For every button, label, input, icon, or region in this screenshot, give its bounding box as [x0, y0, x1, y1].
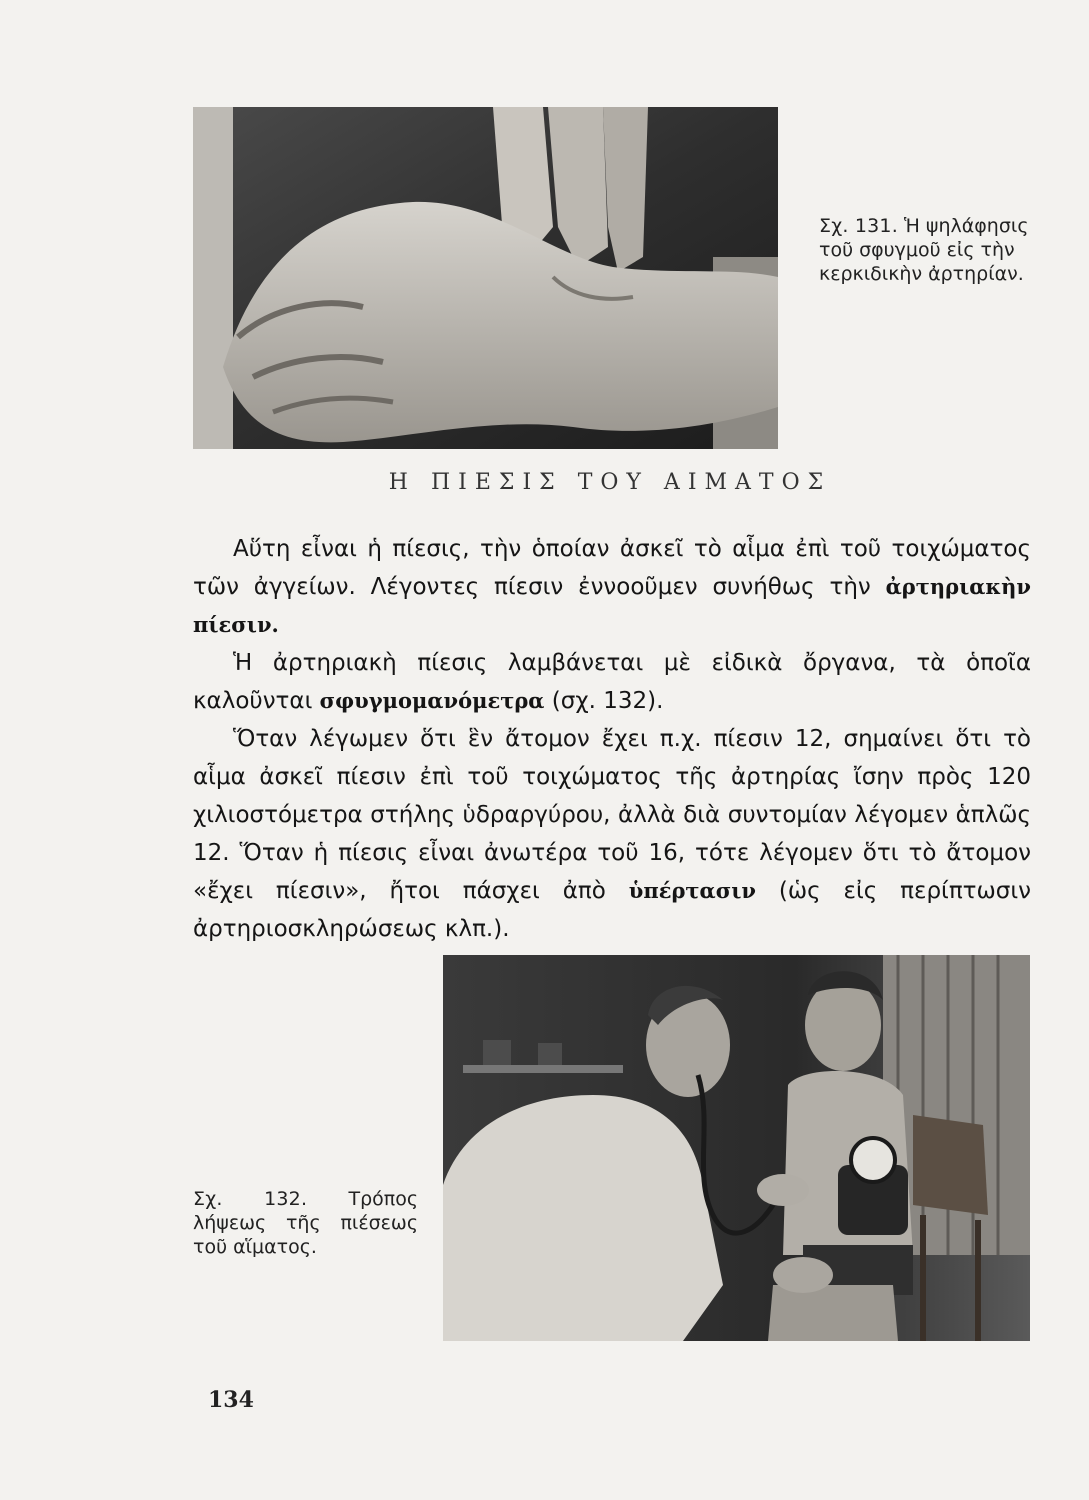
wrist-pulse-illustration: [193, 107, 778, 449]
figure-131-label: Σχ. 131.: [819, 215, 898, 237]
figure-132-caption-text: Τρόπος λήψεως τῆς πιέσεως τοῦ αἵματος.: [193, 1188, 418, 1258]
page-number: 134: [208, 1387, 254, 1413]
bold-term-sphygmomanometer: σφυγμομανόμετρα: [319, 688, 545, 713]
paragraph-2-tail: (σχ. 132).: [544, 688, 664, 714]
figure-131-caption-text: Ἡ ψηλάφησις τοῦ σφυγμοῦ εἰς τὴν κερκιδικὴν ἀρτηρίαν.: [819, 215, 1029, 285]
paragraph-3-text: Ὅταν λέγωμεν ὅτι ἓν ἄτομον ἔχει π.χ. πίεσιν 12, σημαίνει ὅτι τὸ αἷμα ἀσκεῖ πίεσιν ἐπὶ τοῦ τοιχώματος τῆς ἀρτηρίας ἴσην πρὸς 120 χιλιοστόμετρα στήλης ὑδραργύρου, ἀλλὰ διὰ συντομίαν λέγομεν ἁπλῶς 12. Ὅταν ἡ πίεσις εἶναι ἀνωτέρα τοῦ 16, τότε λέγομεν ὅτι τὸ ἄτομον «ἔχει πίεσιν», ἤτοι πάσχει ἀπὸ: [193, 726, 1031, 904]
paragraph-3: [193, 720, 1031, 948]
figure-132-photo: [443, 955, 1030, 1341]
paragraph-1: [193, 530, 1031, 644]
section-heading: Η ΠΙΕΣΙΣ ΤΟΥ ΑΙΜΑΤΟΣ: [388, 470, 832, 495]
figure-132-caption: [193, 1187, 418, 1259]
paragraph-3-tail: (ὡς εἰς περίπτωσιν ἀρτηριοσκληρώσεως κλπ.).: [193, 878, 1031, 942]
paragraph-2: [193, 644, 1031, 720]
figure-131-caption: [819, 214, 1039, 286]
body-text: [193, 530, 1031, 948]
figure-132-label: Σχ. 132.: [193, 1188, 308, 1210]
blood-pressure-measurement-illustration: [443, 955, 1030, 1341]
figure-131-photo: [193, 107, 778, 449]
bold-term-arterial-pressure: ἀρτηριακὴν πίεσιν.: [193, 574, 1031, 637]
bold-term-hypertension: ὑπέρτασιν: [628, 878, 756, 903]
paragraph-1-text: Αὕτη εἶναι ἡ πίεσις, τὴν ὁποίαν ἀσκεῖ τὸ αἷμα ἐπὶ τοῦ τοιχώματος τῶν ἀγγείων. Λέγοντες πίεσιν ἐννοοῦμεν συνήθως τὴν: [193, 536, 1031, 600]
paragraph-2-text: Ἡ ἀρτηριακὴ πίεσις λαμβάνεται μὲ εἰδικὰ ὄργανα, τὰ ὁποῖα καλοῦνται: [193, 650, 1031, 714]
